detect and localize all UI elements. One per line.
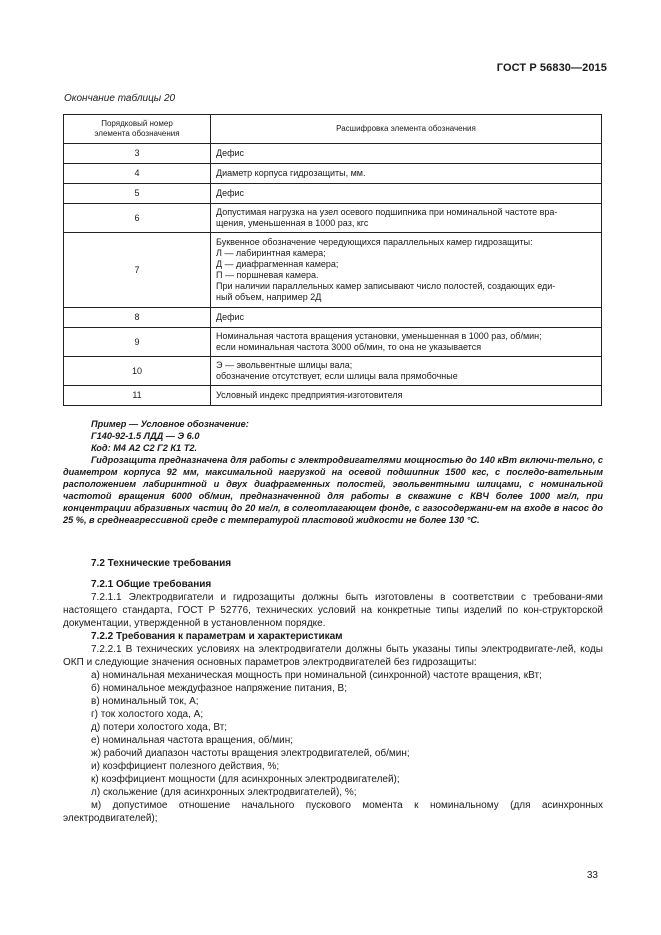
description-line: Дефис	[216, 312, 245, 322]
row-number: 4	[64, 164, 211, 184]
col-header-description: Расшифровка элемента обозначения	[211, 115, 602, 144]
description-line: если номинальная частота 3000 об/мин, то она не указывается	[216, 342, 482, 352]
row-number: 7	[64, 233, 211, 308]
row-number: 8	[64, 308, 211, 328]
col-header-number-line2: элемента обозначения	[94, 129, 180, 138]
row-number: 10	[64, 357, 211, 386]
description-line: щения, уменьшенная в 1000 раз, кгс	[216, 218, 369, 228]
description-line: Номинальная частота вращения установки, уменьшенная в 1000 раз, об/мин;	[216, 331, 542, 341]
table-row	[64, 144, 602, 164]
table-row	[64, 357, 602, 386]
list-item: в) номинальный ток, А;	[91, 696, 199, 707]
row-number: 5	[64, 184, 211, 204]
list-item: ж) рабочий диапазон частоты вращения электродвигателей, об/мин;	[91, 748, 410, 759]
row-description	[211, 386, 602, 406]
description-line: Дефис	[216, 188, 245, 198]
row-number: 6	[64, 204, 211, 233]
description-line: ный объем, например 2Д	[216, 292, 322, 302]
document-id: ГОСТ Р 56830—2015	[496, 62, 607, 74]
list-item: к) коэффициент мощности (для асинхронных электродвигателей);	[91, 774, 400, 785]
row-description	[211, 328, 602, 357]
description-line: обозначение отсутствует, если шлицы вала прямобочные	[216, 371, 458, 381]
description-line: Л — лабиринтная камера;	[216, 248, 326, 258]
list-item: г) ток холостого хода, А;	[91, 709, 204, 720]
description-line: Буквенное обозначение чередующихся параллельных камер гидрозащиты:	[216, 237, 533, 247]
example-title: Пример — Условное обозначение:	[91, 419, 249, 429]
example-paragraph: Гидрозащита предназначена для работы с электродвигателями мощностью до 140 кВт включи-тельно, с диаметром корпуса 92 мм, максимальной нагрузкой на осевой подшипник 1500 кгс, с последо-вательным расположением лабиринтной и двух диафрагменных полостей, эвольвентными шлицами, с номинальной частотой вращения 6000 об/мин, предназначенной для работы в скважине с КВЧ более 1000 мг/л, при концентрации абразивных частиц до 20 мг/л, в солеотлагающем фонде, с газосодержани-ем на входе в насос до 25 %, в среднеагрессивной среде с температурой пластовой жидкости не более 130 °С.	[63, 455, 603, 525]
heading-7-2-1: 7.2.1 Общие требования	[91, 579, 212, 590]
table-row	[64, 164, 602, 184]
table-row	[64, 386, 602, 406]
col-header-number-line1: Порядковый номер	[101, 119, 173, 128]
list-item: а) номинальная механическая мощность при номинальной (синхронной) частоте вращения, кВт;	[91, 670, 542, 681]
col-header-number	[64, 115, 211, 144]
table-row	[64, 328, 602, 357]
row-description	[211, 308, 602, 328]
description-line: При наличии параллельных камер записывают число полостей, создающих еди-	[216, 281, 556, 291]
example-code: Код: М4 А2 С2 Г2 К1 Т2.	[91, 443, 197, 453]
row-description	[211, 233, 602, 308]
table-header-row	[64, 115, 602, 144]
description-line: Допустимая нагрузка на узел осевого подшипника при номинальной частоте вра-	[216, 207, 558, 217]
list-item: и) коэффициент полезного действия, %;	[91, 761, 280, 772]
row-description	[211, 144, 602, 164]
page-number: 33	[586, 870, 598, 881]
table-row	[64, 184, 602, 204]
row-description	[211, 164, 602, 184]
paragraph-7-2-1-1: 7.2.1.1 Электродвигатели и гидрозащиты должны быть изготовлены в соответствии с требовани-ями настоящего стандарта, ГОСТ Р 52776, технических условий на конкретные типы изделий по кон-структорской документации, утвержденной в установленном порядке.	[63, 592, 603, 629]
list-item: е) номинальная частота вращения, об/мин;	[91, 735, 294, 746]
row-description	[211, 204, 602, 233]
table-row	[64, 308, 602, 328]
list-item: м) допустимое отношение начального пускового момента к номинальному (для асинхронных электродвигателей);	[63, 800, 603, 824]
row-number: 9	[64, 328, 211, 357]
list-item: д) потери холостого хода, Вт;	[91, 722, 228, 733]
description-line: Дефис	[216, 148, 245, 158]
heading-7-2: 7.2 Технические требования	[91, 558, 232, 569]
table-row	[64, 204, 602, 233]
row-description	[211, 357, 602, 386]
row-number: 3	[64, 144, 211, 164]
description-line: П — поршневая камера.	[216, 270, 319, 280]
description-line: Э — эвольвентные шлицы вала;	[216, 360, 353, 370]
paragraph-7-2-2-1: 7.2.2.1 В технических условиях на электродвигатели должны быть указаны типы электродвигате-лей, коды ОКП и следующие значения основных параметров электродвигателей без гидрозащиты:	[63, 644, 603, 668]
row-number: 11	[64, 386, 211, 406]
row-description	[211, 184, 602, 204]
example-block	[63, 418, 603, 526]
heading-7-2-2: 7.2.2 Требования к параметрам и характеристикам	[91, 631, 343, 642]
section-7-2	[63, 557, 603, 825]
list-item: б) номинальное междуфазное напряжение питания, В;	[91, 683, 347, 694]
description-line: Условный индекс предприятия-изготовителя	[216, 390, 403, 400]
table-row	[64, 233, 602, 308]
table-caption: Окончание таблицы 20	[64, 93, 176, 104]
description-line: Д — диафрагменная камера;	[216, 259, 339, 269]
list-item: л) скольжение (для асинхронных электродвигателей), %;	[91, 787, 357, 798]
description-line: Диаметр корпуса гидрозащиты, мм.	[216, 168, 366, 178]
parameter-list	[63, 669, 603, 825]
example-designation: Г140-92-1.5 ЛДД — Э 6.0	[91, 431, 200, 441]
designation-table	[63, 114, 602, 406]
